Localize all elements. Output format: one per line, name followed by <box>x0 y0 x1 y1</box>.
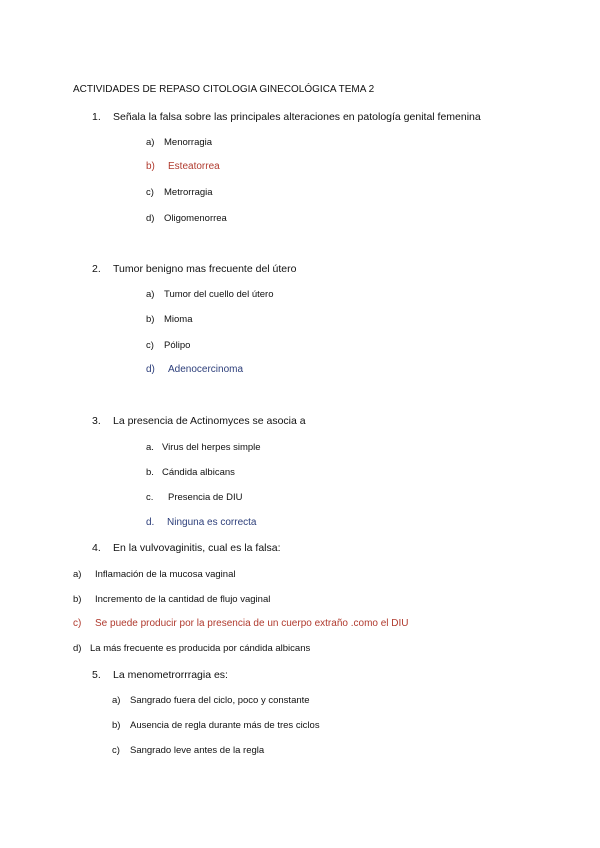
option-text: Esteatorrea <box>168 161 220 172</box>
question-number: 2. <box>92 263 101 275</box>
option-marker: a) <box>146 137 155 148</box>
option-2b <box>146 314 193 326</box>
option-marker: b) <box>146 161 155 172</box>
option-marker: a) <box>73 569 82 580</box>
option-text: Sangrado fuera del ciclo, poco y constante <box>130 695 310 706</box>
option-4c <box>73 618 409 630</box>
option-text: Ausencia de regla durante más de tres ciclos <box>130 720 320 731</box>
option-marker: d) <box>146 213 155 224</box>
option-1b <box>146 161 220 173</box>
option-3d <box>146 517 257 529</box>
question-text: La menometrorrragia es: <box>113 669 228 681</box>
question-text: La presencia de Actinomyces se asocia a <box>113 415 306 427</box>
question-text: En la vulvovaginitis, cual es la falsa: <box>113 542 281 554</box>
option-marker: c. <box>146 492 154 503</box>
option-2d <box>146 364 243 376</box>
option-text: Pólipo <box>164 340 191 351</box>
question-number: 4. <box>92 542 101 554</box>
option-text: La más frecuente es producida por cándida albicans <box>90 643 311 654</box>
question-text: Tumor benigno mas frecuente del útero <box>113 263 297 275</box>
option-4a <box>73 569 235 581</box>
option-marker: d. <box>146 517 155 528</box>
option-text: Cándida albicans <box>162 467 235 478</box>
option-text: Menorragia <box>164 137 213 148</box>
option-marker: b) <box>112 720 121 731</box>
option-2c <box>146 340 190 352</box>
option-marker: a) <box>146 289 155 300</box>
option-marker: c) <box>112 745 120 756</box>
option-marker: c) <box>146 187 154 198</box>
question-number: 1. <box>92 111 101 123</box>
question-4 <box>92 542 281 554</box>
question-text: Señala la falsa sobre las principales alteraciones en patología genital femenina <box>113 111 481 123</box>
option-text: Ninguna es correcta <box>167 517 257 528</box>
option-text: Incremento de la cantidad de flujo vaginal <box>95 594 271 605</box>
question-1 <box>92 111 481 123</box>
option-5a <box>112 695 310 707</box>
option-1d <box>146 213 227 225</box>
option-text: Presencia de DIU <box>168 492 243 503</box>
option-marker: c) <box>146 340 154 351</box>
question-number: 5. <box>92 669 101 681</box>
option-4d <box>73 643 310 655</box>
option-1c <box>146 187 213 199</box>
option-3b <box>146 467 235 479</box>
option-marker: d) <box>146 364 155 375</box>
document-title: ACTIVIDADES DE REPASO CITOLOGIA GINECOLÓGICA TEMA 2 <box>73 84 375 95</box>
option-marker: d) <box>73 643 82 654</box>
option-marker: a. <box>146 442 154 453</box>
option-text: Mioma <box>164 314 193 325</box>
option-text: Tumor del cuello del útero <box>164 289 274 300</box>
option-3a <box>146 442 261 454</box>
question-number: 3. <box>92 415 101 427</box>
option-marker: a) <box>112 695 121 706</box>
option-4b <box>73 594 270 606</box>
option-marker: b. <box>146 467 154 478</box>
option-5b <box>112 720 320 732</box>
option-2a <box>146 289 273 301</box>
option-5c <box>112 745 264 757</box>
question-2 <box>92 263 296 275</box>
option-text: Sangrado leve antes de la regla <box>130 745 265 756</box>
option-marker: b) <box>146 314 155 325</box>
option-marker: b) <box>73 594 82 605</box>
option-3c <box>146 492 242 504</box>
option-text: Virus del herpes simple <box>162 442 261 453</box>
question-5 <box>92 669 228 681</box>
option-text: Metrorragia <box>164 187 213 198</box>
question-3 <box>92 415 306 427</box>
option-text: Oligomenorrea <box>164 213 227 224</box>
option-text: Se puede producir por la presencia de un cuerpo extraño .como el DIU <box>95 618 409 629</box>
option-marker: c) <box>73 618 82 629</box>
option-text: Adenocercinoma <box>168 364 244 375</box>
option-text: Inflamación de la mucosa vaginal <box>95 569 236 580</box>
option-1a <box>146 137 212 149</box>
